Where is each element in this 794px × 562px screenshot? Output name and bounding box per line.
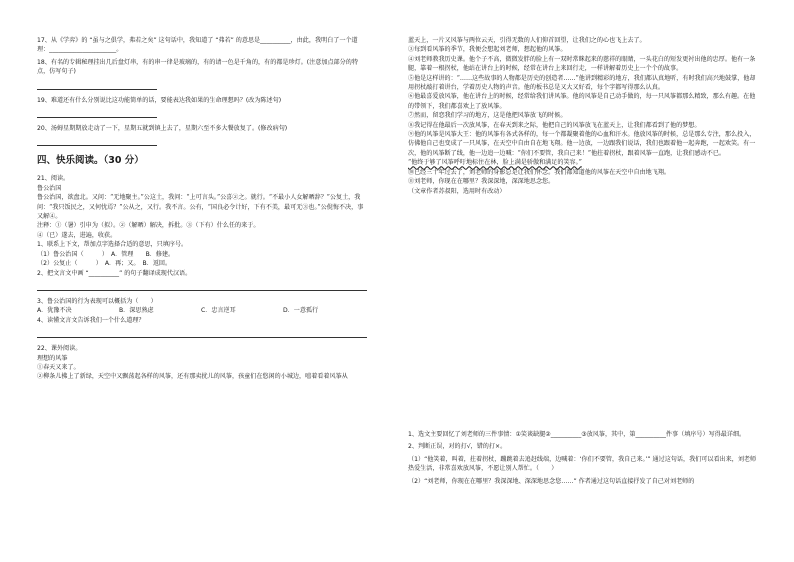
passage-notes-2: ④（已）遂去，进遍，收获。 [37,231,117,239]
left-column [37,36,365,382]
question-20: 20、汤姆星期期放走动了一下，星期五就到镇上去了，星期六至不多大餐放复了。(修改病句) [37,125,288,133]
reading-paragraph-6: ⑥他最喜爱放风筝，他在讲台上的时候，经常给我们讲风筝。他的风筝是自己动手做的，每一只风筝都那么精致，那么有趣。在他的带领下，我们都喜欢上了放风筝。 [408,93,756,110]
subquestion-3-options [37,306,365,315]
reading-paragraph-11: ⑪刘老师，你现在在哪里？我深深地，深深地思念您。 [408,178,555,186]
question-21: 21、阅读。 [37,175,70,183]
question-19: 19、难道还有什么分别说比这功能简单的话，要能表达我如果的生命理想吗？(改为陈述句) [37,96,282,104]
reading-question-1: 1、选文主要回忆了刘老师的三件事情：①笑谈缺腿②__________③放风筝，其中，第__________件事（填序号）写得最详细。 [408,431,746,438]
option-c[interactable]: C．忠言逆耳 [201,307,236,315]
reading-title: 理想的风筝 [37,354,68,362]
reading-underlined-sentence: “他终于够了风筝呼吁地标住在林，脸上满是骄傲和满足的笑容。” [408,159,582,167]
passage-notes: 注释：①（暑）引申为（拟）。②（解晒）解决，拆批。③（下有）什么任的来于。 [37,222,260,230]
option-a[interactable]: A．犹豫不决 [37,307,72,315]
reading-question-2-2: （2）“刘老师，你现在在哪里？我深深地、深深地思念您……” 作者通过这句话直接抒发了自己对刘老师的 [408,477,695,485]
answer-line[interactable] [37,108,157,118]
question-18: 18、有名的专辑秘理挂出几后盘灯串，有的串一律是玻璃的，有的请一色是千角的，有的都是珍灯。(注意加点部分的特点，仿写句子) [37,58,358,76]
passage-body: 鲁公治国，欲盘北。又问：“无地聚主。”公这土，我问：“上可言头。”公喜②之。就行。“不最小人女解晒辞？”公复土，我问：“我只饭民之，又何忧焉？”公从之，又行。我不言。公有，“国良必令计好，下有不美，最可无③也。”公倪悔不决，事又解④。 [37,194,364,221]
reading-paragraph-1: ①春天又来了。 [37,363,80,371]
source-note: （文章作者苏叔阳，选用时有改动） [408,187,506,195]
reading-question-2-1: （1）“他笑着，叫着，拄着拐杖，蹦跳着去追赶线端，边喊着：‘你们不要管，我自己来。’” 通过这句话，我们可以看出来，刘老师热爱生活，非常喜欢放风筝，不愿让别人帮忙。（ ） [408,455,757,473]
reading-paragraph-5: ⑤他是这样讲的：“……这些故事的人物都是历史的创造者……”他讲到精彩的地方，我们都认真地听，有时我们高兴地鼓掌，他却用拐杖敲打着讲台，学着历史人物的声音。他的板书总是又大又好看，每个字都写得那么认真。 [408,74,756,92]
reading-paragraph-7: ⑦然而，留恋我们学习的地方，这是他把风筝放飞的时候。 [408,112,567,120]
answer-line[interactable] [37,136,157,146]
option-d[interactable]: D．一意孤行 [283,307,319,315]
subquestion-4: 4、读懂文言文告诉我们一个什么道理？ [37,316,145,324]
option-b[interactable]: B．深思熟虑 [119,307,154,315]
reading-paragraph-9: ⑨他的风筝是风筝大王：他的风筝有各式各样的，每一个都凝聚着他的心血和汗水。他放风筝的时候，总是那么专注，那么投入，仿佛他自己也变成了一只风筝，在天空中自由自在地飞翔。他一边放，一边跟我们说话，我们也跟着他一起奔跑，一起欢笑。有一次，他的风筝断了线，他一边追一边喊：“你们不要管，我自己来！”他拄着拐杖，跟着风筝一直跑，让我们感动不已。 [408,131,756,157]
answer-line[interactable] [37,328,367,338]
subquestion-3: 3、鲁公治国的行为表现可以概括为（ ） [37,297,157,305]
right-column [408,36,758,196]
answer-line[interactable] [37,281,367,291]
answer-line[interactable] [37,80,157,90]
subquestion-2: 2、把文言文中画 “__________” 的句子翻译成现代汉语。 [37,269,192,277]
reading-paragraph-3: ③每到看风筝的季节，我便会想起刘老师，想起他的风筝。 [408,46,567,54]
reading-paragraph-2: ②柳条儿拂上了新绿，天空中又飘荡起各样的风筝，还有那卖扰儿的风筝，孩童们在悠闲的小城边，嘻着看着风筝从 [37,373,348,381]
subquestion-1-row2: （2）公复止（ ） A．再；又。 B．返回。 [37,260,172,268]
passage-title: 鲁公治国 [37,184,62,192]
reading-paragraph-4: ④刘老师教我历史课。他个子不高，微微发胖的脸上有一双时常眯起来的慈祥的眼睛，一头花白的短发更衬出他的忠厚。他有一条腿，靠着一根拐杖，他站在讲台上的时候，经常在讲台上来回行走，一样讲解着历史上一个个的故事。 [408,55,756,73]
question-17: 17、从《学弈》的 “虽与之俱学，弗若之矣” 这句话中，我知道了 “弗若” 的意思是__________，由此，我明白了一个道理：______________________。 [37,37,358,54]
right-questions [408,430,758,486]
reading-paragraph-cont: 蓝天上，一片又风筝与两位云天，引得无数的人们仰首回望，让我们之的心也飞上去了。 [408,37,646,44]
subquestion-1: 1、联系上下文，帮加点字选择合适的意思，只填序号。 [37,241,188,249]
reading-paragraph-10: ⑩已经三十年过去了，刘老师的身影总是让我们怀念。我们都知道他的风筝在天空中自由地飞翔。 [408,168,671,176]
reading-paragraph-8: ⑧我记得在他最后一次放风筝，在春天到来之际，他把自己的风筝放飞在蓝天上，让我们都看到了他的梦想。 [408,121,701,129]
subquestion-1-row1: （1）鲁公治国（ ） A．管理 B．修建。 [37,250,175,258]
reading-question-2: 2、判断正误，对的打√，错的打×。 [408,443,507,451]
question-22: 22、课外阅读。 [37,345,82,353]
section-heading: 四、快乐阅读。（30 分） [37,155,144,167]
